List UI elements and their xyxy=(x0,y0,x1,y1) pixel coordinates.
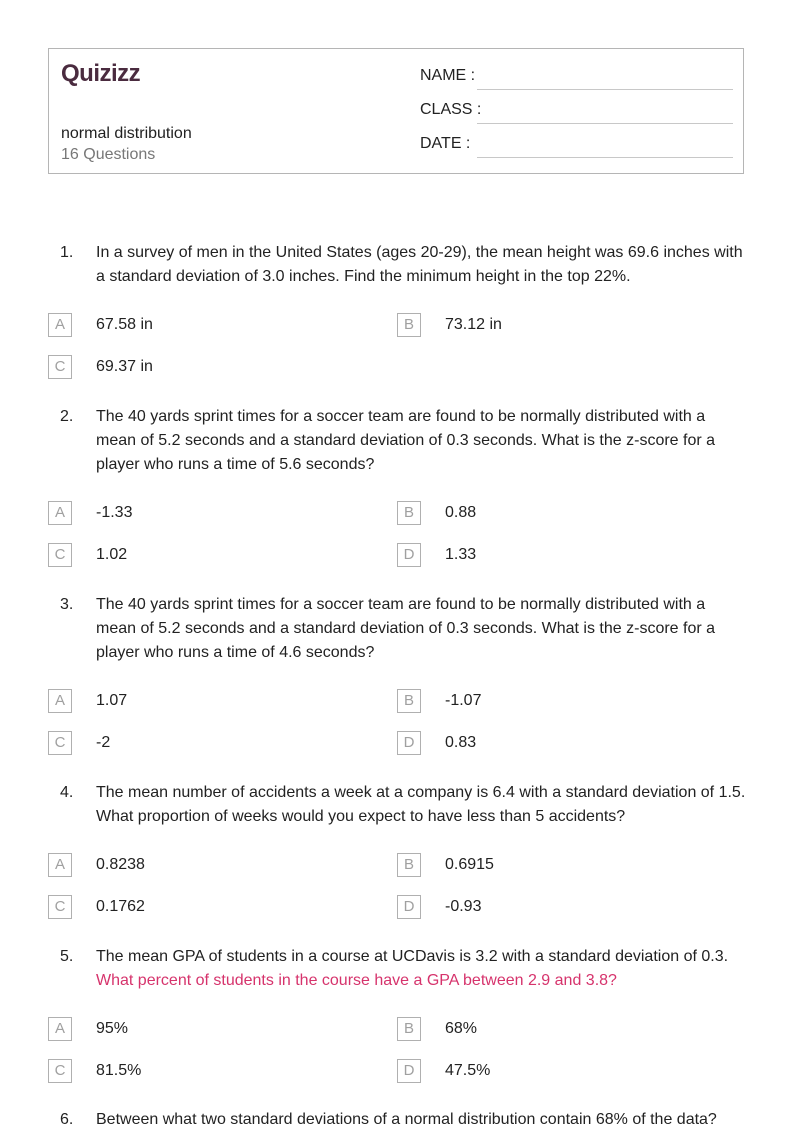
option-text: 1.07 xyxy=(96,692,128,709)
option-text: -1.33 xyxy=(96,504,133,521)
option-letter-box: C xyxy=(48,895,72,919)
date-line[interactable] xyxy=(477,157,733,158)
option-text: 67.58 in xyxy=(96,316,153,333)
class-field[interactable] xyxy=(420,101,733,125)
option-text: 95% xyxy=(96,1020,129,1037)
option-text: 73.12 in xyxy=(445,316,502,333)
option-letter-box: D xyxy=(397,1059,421,1083)
quizizz-logo-graphic xyxy=(61,59,151,87)
option-text: 0.88 xyxy=(445,504,477,521)
question-number: 5. xyxy=(60,948,74,965)
name-line[interactable] xyxy=(477,89,733,90)
option-letter-box: A xyxy=(48,689,72,713)
question-text-main: The mean GPA of students in a course at UCDavis is 3.2 with a standard deviation of 0.3. xyxy=(96,948,729,965)
class-label: CLASS : xyxy=(420,101,482,118)
option-letter-box: B xyxy=(397,853,421,877)
option-letter-box: D xyxy=(397,731,421,755)
question-count: 16 Questions xyxy=(61,146,156,163)
option-letter-box: C xyxy=(48,543,72,567)
date-field[interactable] xyxy=(420,135,733,159)
question-number: 4. xyxy=(60,784,74,801)
question-number: 3. xyxy=(60,596,74,613)
option-text: -2 xyxy=(96,734,111,751)
option-text: -0.93 xyxy=(445,898,482,915)
option-letter-box: C xyxy=(48,1059,72,1083)
question-text-highlight: What percent of students in the course have a GPA between 2.9 and 3.8? xyxy=(96,972,617,989)
option-letter-box: A xyxy=(48,313,72,337)
option-letter-box: C xyxy=(48,731,72,755)
option-letter-box: B xyxy=(397,313,421,337)
option-text: 69.37 in xyxy=(96,358,153,375)
name-label: NAME : xyxy=(420,67,476,84)
quizizz-logo xyxy=(61,59,151,92)
option-text: 47.5% xyxy=(445,1062,491,1079)
question-number: 2. xyxy=(60,408,74,425)
question-number: 1. xyxy=(60,244,74,261)
question-text: Between what two standard deviations of a normal distribution contain 68% of the data? xyxy=(96,1111,717,1128)
option-text: 1.02 xyxy=(96,546,128,563)
option-letter-box: A xyxy=(48,1017,72,1041)
worksheet-title: normal distribution xyxy=(61,125,192,142)
option-letter-box: A xyxy=(48,853,72,877)
option-text: 0.83 xyxy=(445,734,477,751)
option-letter-box: B xyxy=(397,1017,421,1041)
question-text: The mean number of accidents a week at a company is 6.4 with a standard deviation of 1.5. What proportion of weeks would you expect to have less than 5 accidents? xyxy=(96,784,746,825)
question-text: In a survey of men in the United States (ages 20-29), the mean height was 69.6 inches with a standard deviation of 3.0 inches. Find the minimum height in the top 22%. xyxy=(96,244,743,285)
question-text: The 40 yards sprint times for a soccer team are found to be normally distributed with a mean of 5.2 seconds and a standard deviation of 0.3 seconds. What is the z-score for a player who runs a time of 5.6 seconds? xyxy=(96,408,716,473)
date-label: DATE : xyxy=(420,135,471,152)
option-text: 0.1762 xyxy=(96,898,145,915)
option-text: -1.07 xyxy=(445,692,482,709)
option-text: 0.8238 xyxy=(96,856,145,873)
name-field[interactable] xyxy=(420,67,733,91)
svg-text:Quizizz: Quizizz xyxy=(61,60,141,87)
worksheet-header xyxy=(48,48,744,174)
option-letter-box: C xyxy=(48,355,72,379)
class-line[interactable] xyxy=(477,123,733,124)
option-text: 1.33 xyxy=(445,546,477,563)
option-letter-box: B xyxy=(397,501,421,525)
question-text: The 40 yards sprint times for a soccer team are found to be normally distributed with a mean of 5.2 seconds and a standard deviation of 0.3 seconds. What is the z-score for a player who runs a time of 4.6 seconds? xyxy=(96,596,716,661)
option-letter-box: D xyxy=(397,543,421,567)
option-letter-box: A xyxy=(48,501,72,525)
option-text: 68% xyxy=(445,1020,478,1037)
option-text: 0.6915 xyxy=(445,856,494,873)
option-text: 81.5% xyxy=(96,1062,142,1079)
question-text xyxy=(96,945,746,993)
question-number: 6. xyxy=(60,1111,74,1128)
option-letter-box: D xyxy=(397,895,421,919)
option-letter-box: B xyxy=(397,689,421,713)
